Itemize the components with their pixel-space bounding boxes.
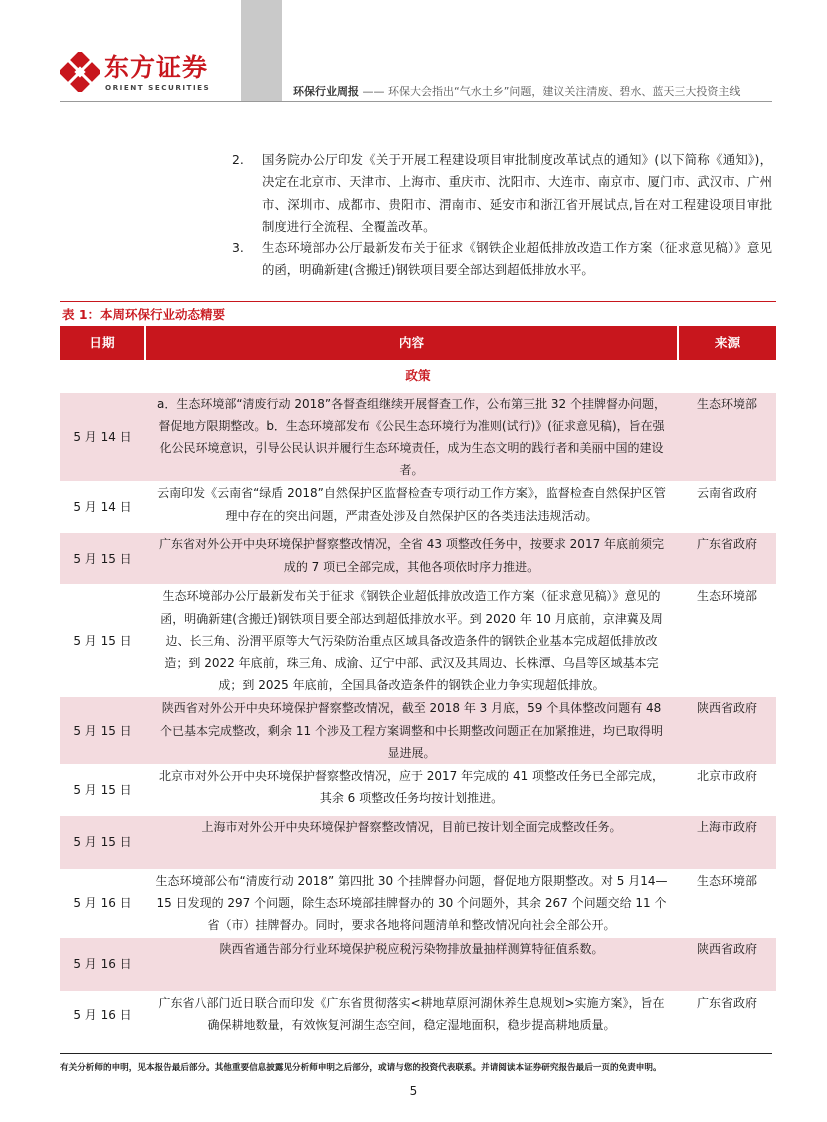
table-row xyxy=(60,869,776,937)
row-content: 北京市对外公开中央环境保护督察整改情况，应于 2017 年完成的 41 项整改任务已全部完成，其余 6 项整改任务均按计划推进。 xyxy=(145,764,678,815)
brand-logo xyxy=(60,52,225,92)
row-date: 5 月 16 日 xyxy=(60,937,145,991)
row-content: 广东省对外公开中央环境保护督察整改情况，全省 43 项整改任务中，按要求 2017 年底前须完成的 7 项已全部完成，其他各项依时序力推进。 xyxy=(145,533,678,585)
table-row xyxy=(60,392,776,482)
table-row xyxy=(60,482,776,533)
row-source: 生态环境部 xyxy=(678,585,776,697)
list-item-number: 2. xyxy=(232,152,244,167)
header-separator: —— xyxy=(362,85,385,98)
list-item-text: 国务院办公厅印发《关于开展工程建设项目审批制度改革试点的通知》(以下简称《通知》)，决定在北京市、天津市、上海市、重庆市、沈阳市、大连市、南京市、厦门市、武汉市、广州市、深圳市、成都市、贵阳市、渭南市、延安市和浙江省开展试点,旨在对工程建设项目审批制度进行全流程、全覆盖改革。 xyxy=(262,152,772,234)
table-row xyxy=(60,697,776,765)
row-date: 5 月 15 日 xyxy=(60,764,145,815)
orient-securities-logo-icon xyxy=(60,52,100,92)
table-row xyxy=(60,937,776,991)
table-title-divider xyxy=(60,301,776,302)
row-date: 5 月 15 日 xyxy=(60,533,145,585)
row-content: 云南印发《云南省“绿盾 2018”自然保护区监督检查专项行动工作方案》，监督检查自然保护区管理中存在的突出问题，严肃查处涉及自然保护区的各类违法违规活动。 xyxy=(145,482,678,533)
header-divider xyxy=(60,101,772,102)
column-header-source: 来源 xyxy=(678,326,776,360)
footer-disclaimer: 有关分析师的申明，见本报告最后部分。其他重要信息披露见分析师申明之后部分，或请与您的投资代表联系。并请阅读本证券研究报告最后一页的免责申明。 xyxy=(60,1063,662,1073)
section-row xyxy=(60,360,776,392)
header-decorative-band xyxy=(241,0,282,102)
row-source: 广东省政府 xyxy=(678,991,776,1039)
table-header-row xyxy=(60,326,776,360)
row-content: 广东省八部门近日联合而印发《广东省贯彻落实<耕地草原河湖休养生息规划>实施方案》，旨在确保耕地数量，有效恢复河湖生态空间，稳定湿地面积，稳步提高耕地质量。 xyxy=(145,991,678,1039)
page-number: 5 xyxy=(409,1084,418,1098)
list-item xyxy=(232,149,772,238)
row-content: 生态环境部公布“清废行动 2018” 第四批 30 个挂牌督办问题，督促地方限期整改。对 5 月14—15 日发现的 297 个问题，除生态环境部挂牌督办的 30 个问题外，其余 267 个问题交给 11 个省（市）挂牌督办。同时，要求各地将问题清单和整改情况向社会全部公开。 xyxy=(145,869,678,937)
row-date: 5 月 16 日 xyxy=(60,991,145,1039)
row-date: 5 月 15 日 xyxy=(60,585,145,697)
list-item-text: 生态环境部办公厅最新发布关于征求《钢铁企业超低排放改造工作方案（征求意见稿）》意见的函，明确新建(含搬迁)钢铁项目要全部达到超低排放水平。 xyxy=(262,240,772,278)
column-header-date: 日期 xyxy=(60,326,145,360)
row-content: 生态环境部办公厅最新发布关于征求《钢铁企业超低排放改造工作方案（征求意见稿）》意见的函，明确新建(含搬迁)钢铁项目要全部达到超低排放水平。到 2020 年 10 月底前，京津冀及周边、长三角、汾渭平原等大气污染防治重点区域具备改造条件的钢铁企业基本完成超低排放改造；到 2022 年底前，珠三角、成渝、辽宁中部、武汉及其周边、长株潭、乌昌等区域基本完成；到 2025 年底前，全国具备改造条件的钢铁企业力争实现超低排放。 xyxy=(145,585,678,697)
row-date: 5 月 14 日 xyxy=(60,392,145,482)
row-date: 5 月 15 日 xyxy=(60,697,145,765)
industry-news-table xyxy=(60,326,776,1039)
row-source: 广东省政府 xyxy=(678,533,776,585)
row-source: 北京市政府 xyxy=(678,764,776,815)
row-content: 上海市对外公开中央环境保护督察整改情况，目前已按计划全面完成整改任务。 xyxy=(145,815,678,869)
report-type: 环保行业周报 xyxy=(293,85,359,98)
row-date: 5 月 16 日 xyxy=(60,869,145,937)
section-label: 政策 xyxy=(405,367,431,383)
row-source: 陕西省政府 xyxy=(678,937,776,991)
report-header xyxy=(293,83,771,99)
row-source: 陕西省政府 xyxy=(678,697,776,765)
table-row xyxy=(60,991,776,1039)
column-header-content: 内容 xyxy=(145,326,678,360)
table-row xyxy=(60,815,776,869)
table-title: 表 1：本周环保行业动态精要 xyxy=(62,307,226,322)
list-item xyxy=(232,237,772,282)
row-content: a．生态环境部“清废行动 2018”各督查组继续开展督查工作，公布第三批 32 个挂牌督办问题，督促地方限期整改。b．生态环境部发布《公民生态环境行为准则(试行)》(征求意见稿)，旨在强化公民环境意识，引导公民认识并履行生态环境责任，成为生态文明的践行者和美丽中国的建设者。 xyxy=(145,392,678,482)
row-date: 5 月 15 日 xyxy=(60,815,145,869)
row-source: 生态环境部 xyxy=(678,869,776,937)
row-content: 陕西省对外公开中央环境保护督察整改情况，截至 2018 年 3 月底，59 个具体整改问题有 48 个已基本完成整改，剩余 11 个涉及工程方案调整和中长期整改问题正在加紧推进，均已取得明显进展。 xyxy=(145,697,678,765)
row-date: 5 月 14 日 xyxy=(60,482,145,533)
list-item-number: 3. xyxy=(232,240,244,255)
table-row xyxy=(60,585,776,697)
footer-divider xyxy=(60,1053,772,1054)
row-source: 上海市政府 xyxy=(678,815,776,869)
row-source: 云南省政府 xyxy=(678,482,776,533)
row-source: 生态环境部 xyxy=(678,392,776,482)
report-subtitle: 环保大会指出“气水土乡”问题，建议关注清废、碧水、蓝天三大投资主线 xyxy=(388,85,741,98)
table-row xyxy=(60,764,776,815)
row-content: 陕西省通告部分行业环境保护税应税污染物排放量抽样测算特征值系数。 xyxy=(145,937,678,991)
brand-name-cn: 东方证券 xyxy=(104,53,209,82)
table-row xyxy=(60,533,776,585)
brand-name-en: ORIENT SECURITIES xyxy=(105,83,211,92)
